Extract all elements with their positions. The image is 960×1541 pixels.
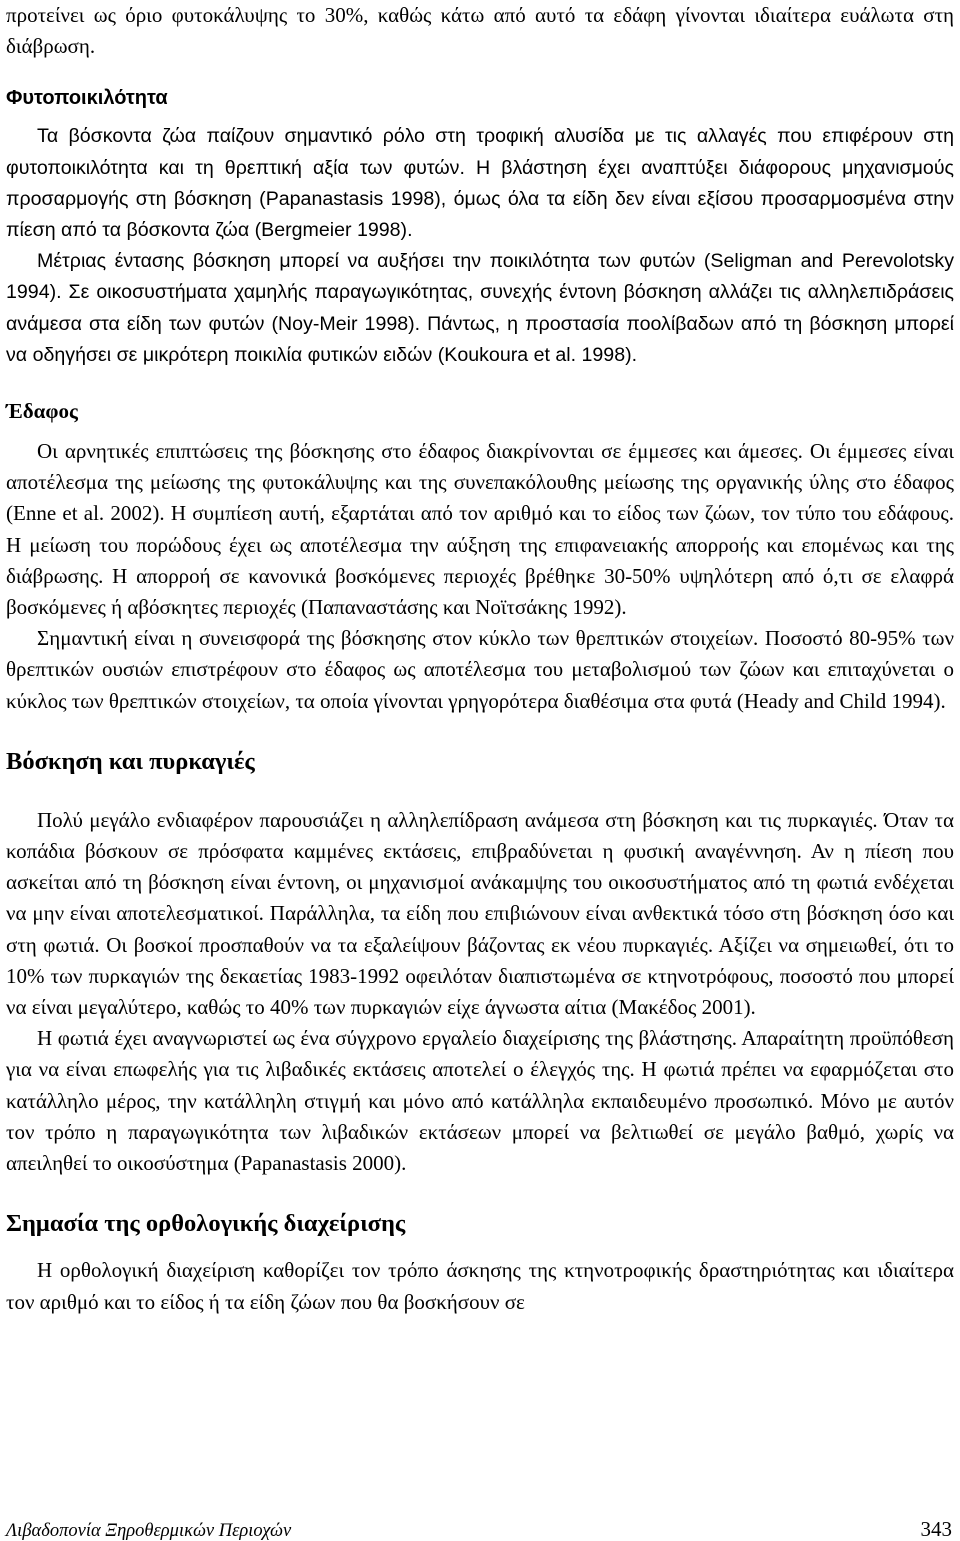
heading-edafos: Έδαφος (6, 399, 78, 424)
footer-title: Λιβαδοπονία Ξηροθερμικών Περιοχών (6, 1521, 292, 1541)
heading-simasia: Σημασία της ορθολογικής διαχείρισης (6, 1210, 406, 1238)
heading-voskisi-pyrkagies: Βόσκηση και πυρκαγιές (6, 747, 255, 775)
voskisi-pyrkagies-paragraph-2: Η φωτιά έχει αναγνωριστεί ως ένα σύγχρονο εργαλείο διαχείρισης της βλάστησης. Απαραίτητη προϋπόθεση για να είναι επωφελής για τις λιβαδικές εκτάσεις αποτελεί ο έλεγχός της. Η φωτιά πρέπει να εφαρμόζεται στο κατάλληλο μέρος, την κατάλληλη στιγμή και μόνο από κατάλληλα εκπαιδευμένο προσωπικό. Μόνο με αυτόν τον τρόπο η παραγωγικότητα των λιβαδικών εκτάσεων μπορεί να βελτιωθεί σε μεγάλο βαθμό, χωρίς να απειληθεί το οικοσύστημα (Papanastasis 2000). (6, 1026, 954, 1176)
simasia-paragraph-1: Η ορθολογική διαχείριση καθορίζει τον τρόπο άσκησης της κτηνοτροφικής δραστηριότητας και ιδιαίτερα τον αριθμό και το είδος ή τα είδη ζώων που θα βοσκήσουν σε (6, 1258, 954, 1314)
voskisi-pyrkagies-paragraph-1: Πολύ μεγάλο ενδιαφέρον παρουσιάζει η αλληλεπίδραση ανάμεσα στη βόσκηση και τις πυρκαγιές. Όταν τα κοπάδια βόσκουν σε πρόσφατα καμμένες εκτάσεις, επιβραδύνεται η φυσική αναγέννηση. Αν η πίεση που ασκείται από τη βόσκηση είναι έντονη, οι μηχανισμοί ανάκαμψης του οικοσυστήματος από τη φωτιά ενδέχεται να μην είναι αποτελεσματικοί. Παράλληλα, τα είδη που επιβιώνουν είναι ανθεκτικά τόσο στη βόσκηση όσο και στη φωτιά. Οι βοσκοί προσπαθούν να τα εξαλείψουν βάζοντας εκ νέου πυρκαγιές. Αξίζει να σημειωθεί, ότι το 10% των πυρκαγιών της δεκαετίας 1983-1992 οφειλόταν διαπιστωμένα σε κτηνοτρόφους, ποσοστό που μπορεί να είναι μεγαλύτερο, καθώς το 40% των πυρκαγιών είχε άγνωστα αίτια (Μακέδος 2001). (6, 807, 954, 1020)
fytopoikilotita-paragraph-2: Μέτριας έντασης βόσκηση μπορεί να αυξήσει την ποικιλότητα των φυτών (Seligman and Perevolotsky 1994). Σε οικοσυστήματα χαμηλής παραγωγικότητας, συνεχής έντονη βόσκηση αλλάζει τις αλληλεπιδράσεις ανάμεσα στα είδη των φυτών (Noy-Meir 1998). Πάντως, η προστασία ποολίβαδων από τη βόσκηση μπορεί να οδηγήσει σε μικρότερη ποικιλία φυτικών ειδών (Koukoura et al. 1998). (6, 250, 954, 366)
page-body (6, 0, 954, 1318)
heading-fytopoikilotita: Φυτοποικιλότητα (6, 87, 168, 110)
intro-paragraph: προτείνει ως όριο φυτοκάλυψης το 30%, καθώς κάτω από αυτό τα εδάφη γίνονται ιδιαίτερα ευάλωτα στη διάβρωση. (6, 3, 954, 59)
fytopoikilotita-paragraph-1: Τα βόσκοντα ζώα παίζουν σημαντικό ρόλο στη τροφική αλυσίδα με τις αλλαγές που επιφέρουν στη φυτοποικιλότητα και τη θρεπτική αξία των φυτών. Η βλάστηση έχει αναπτύξει διάφορους μηχανισμούς προσαρμογής στη βόσκηση (Papanastasis 1998), όμως όλα τα είδη δεν είναι εξίσου προσαρμοσμένα στην πίεση από τα βόσκοντα ζώα (Bergmeier 1998). (6, 125, 954, 242)
edafos-paragraph-2: Σημαντική είναι η συνεισφορά της βόσκησης στον κύκλο των θρεπτικών στοιχείων. Ποσοστό 80-95% των θρεπτικών ουσιών επιστρέφουν στο έδαφος ως αποτέλεσμα του μεταβολισμού των ζώων και επιταχύνεται ο κύκλος των θρεπτικών στοιχείων, τα οποία γίνονται γρηγορότερα διαθέσιμα στα φυτά (Heady and Child 1994). (6, 626, 954, 713)
page-number: 343 (920, 1517, 952, 1541)
edafos-paragraph-1: Οι αρνητικές επιπτώσεις της βόσκησης στο έδαφος διακρίνονται σε έμμεσες και άμεσες. Οι έμμεσες είναι αποτέλεσμα της μείωσης της φυτοκάλυψης και της συνεπακόλουθης μείωσης της οργανικής ύλης στο έδαφος (Enne et al. 2002). Η συμπίεση αυτή, εξαρτάται από τον αριθμό και το είδος των ζώων, τον τύπο του εδάφους. Η μείωση του πορώδους έχει ως αποτέλεσμα την αύξηση της επιφανειακής απορροής και επομένως και της διάβρωσης. Η απορροή σε κανονικά βοσκόμενες περιοχές βρέθηκε 30-50% υψηλότερη από ό,τι σε ελαφρά βοσκόμενες ή αβόσκητες περιοχές (Παπαναστάσης και Νοϊτσάκης 1992). (6, 439, 954, 620)
